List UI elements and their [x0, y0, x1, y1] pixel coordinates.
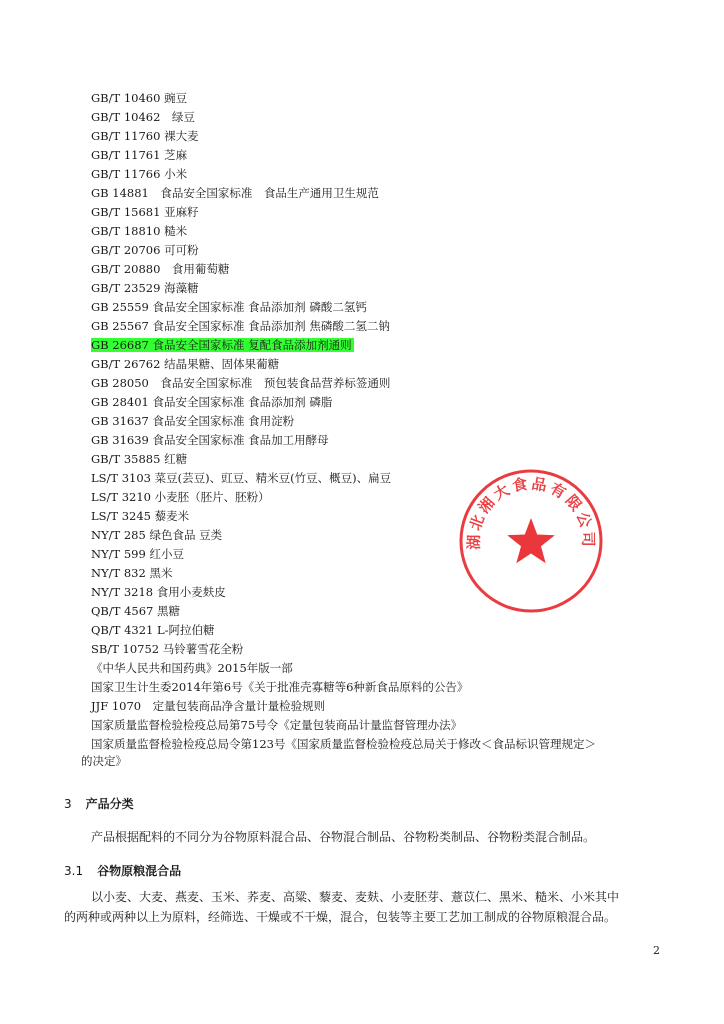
- reference-item: [91, 412, 651, 431]
- reference-text: SB/T 10752 马铃薯雪花全粉: [91, 642, 244, 656]
- reference-item: [91, 678, 651, 697]
- reference-text: LS/T 3210 小麦胚（胚片、胚粉）: [91, 490, 270, 504]
- section-title: 谷物原粮混合品: [97, 864, 182, 878]
- reference-text: GB 28050 食品安全国家标准 预包装食品营养标签通则: [91, 376, 391, 390]
- reference-item: [91, 374, 651, 393]
- reference-text: LS/T 3245 藜麦米: [91, 509, 190, 523]
- reference-item: [91, 735, 651, 754]
- reference-text: GB/T 11761 芝麻: [91, 148, 188, 162]
- reference-text: GB 26687 食品安全国家标准 复配食品添加剂通则: [91, 338, 352, 352]
- reference-item: [91, 89, 651, 108]
- reference-text: 《中华人民共和国药典》2015年版一部: [91, 661, 293, 675]
- reference-item: [91, 431, 651, 450]
- reference-text: NY/T 3218 食用小麦麸皮: [91, 585, 226, 599]
- reference-text: NY/T 832 黑米: [91, 566, 173, 580]
- reference-text: 国家卫生计生委2014年第6号《关于批准壳寡糖等6种新食品原料的公告》: [91, 680, 469, 694]
- reference-text: NY/T 285 绿色食品 豆类: [91, 528, 223, 542]
- reference-text: GB/T 11766 小米: [91, 167, 188, 181]
- reference-text: GB 14881 食品安全国家标准 食品生产通用卫生规范: [91, 186, 379, 200]
- reference-text: GB/T 10460 豌豆: [91, 91, 188, 105]
- page-number: 2: [653, 944, 660, 957]
- section-3-1-heading: [64, 862, 181, 879]
- reference-continuation: 的决定》: [81, 754, 127, 768]
- reference-item: [91, 298, 651, 317]
- section-3-1-paragraph-line2: 的两种或两种以上为原料，经筛选、干燥或不干燥，混合，包装等主要工艺加工制成的谷物原粮混合品。: [64, 910, 617, 924]
- reference-text: NY/T 599 红小豆: [91, 547, 184, 561]
- svg-text:湖北湘大食品有限公司: 湖北湘大食品有限公司: [464, 474, 598, 550]
- reference-item: [91, 165, 651, 184]
- reference-item: [91, 279, 651, 298]
- section-title: 产品分类: [85, 797, 134, 811]
- reference-text: GB/T 20706 可可粉: [91, 243, 199, 257]
- section-3-1-paragraph-line1: 以小麦、大麦、燕麦、玉米、荞麦、高粱、藜麦、麦麸、小麦胚芽、薏苡仁、黑米、糙米、小米其中: [91, 890, 620, 904]
- section-3-heading: [64, 795, 134, 812]
- reference-text: GB/T 18810 糙米: [91, 224, 188, 238]
- reference-text: QB/T 4567 黑糖: [91, 604, 181, 618]
- reference-text: GB 28401 食品安全国家标准 食品添加剂 磷脂: [91, 395, 333, 409]
- reference-text: GB 25567 食品安全国家标准 食品添加剂 焦磷酸二氢二钠: [91, 319, 390, 333]
- reference-text: 国家质量监督检验检疫总局第75号令《定量包装商品计量监督管理办法》: [91, 718, 463, 732]
- reference-text: GB 31637 食品安全国家标准 食用淀粉: [91, 414, 295, 428]
- section-number: 3: [64, 797, 72, 811]
- reference-item: [91, 317, 651, 336]
- reference-item: [91, 127, 651, 146]
- reference-text: GB 25559 食品安全国家标准 食品添加剂 磷酸二氢钙: [91, 300, 367, 314]
- reference-item: [91, 184, 651, 203]
- reference-item: [91, 260, 651, 279]
- reference-item: [91, 222, 651, 241]
- reference-item: [91, 355, 651, 374]
- reference-text: LS/T 3103 菜豆(芸豆)、豇豆、精米豆(竹豆、概豆)、扁豆: [91, 471, 392, 485]
- reference-item: [91, 640, 651, 659]
- reference-text: QB/T 4321 L-阿拉伯糖: [91, 623, 215, 637]
- reference-text: GB/T 11760 裸大麦: [91, 129, 199, 143]
- reference-item: [91, 241, 651, 260]
- section-3-paragraph: 产品根据配料的不同分为谷物原料混合品、谷物混合制品、谷物粉类制品、谷物粉类混合制品。: [91, 830, 596, 844]
- reference-item: [91, 697, 651, 716]
- reference-text: GB/T 26762 结晶果糖、固体果葡糖: [91, 357, 280, 371]
- reference-item: [91, 203, 651, 222]
- reference-text: 国家质量监督检验检疫总局令第123号《国家质量监督检验检疫总局关于修改＜食品标识管理规定＞: [91, 737, 596, 751]
- reference-item: [91, 108, 651, 127]
- company-seal-stamp: [456, 466, 606, 616]
- section-number: 3.1: [64, 864, 84, 878]
- reference-item: [91, 716, 651, 735]
- reference-text: GB/T 15681 亚麻籽: [91, 205, 199, 219]
- reference-text: GB/T 23529 海藻糖: [91, 281, 199, 295]
- reference-text: GB/T 35885 红糖: [91, 452, 188, 466]
- reference-text: GB 31639 食品安全国家标准 食品加工用酵母: [91, 433, 329, 447]
- reference-item: [91, 659, 651, 678]
- reference-item: [91, 621, 651, 640]
- reference-item: [91, 146, 651, 165]
- reference-text: GB/T 20880 食用葡萄糖: [91, 262, 230, 276]
- reference-item-highlighted: [91, 336, 651, 355]
- reference-list: [91, 89, 651, 754]
- reference-item: [91, 393, 651, 412]
- reference-text: JJF 1070 定量包装商品净含量计量检验规则: [91, 699, 326, 713]
- reference-text: GB/T 10462 绿豆: [91, 110, 195, 124]
